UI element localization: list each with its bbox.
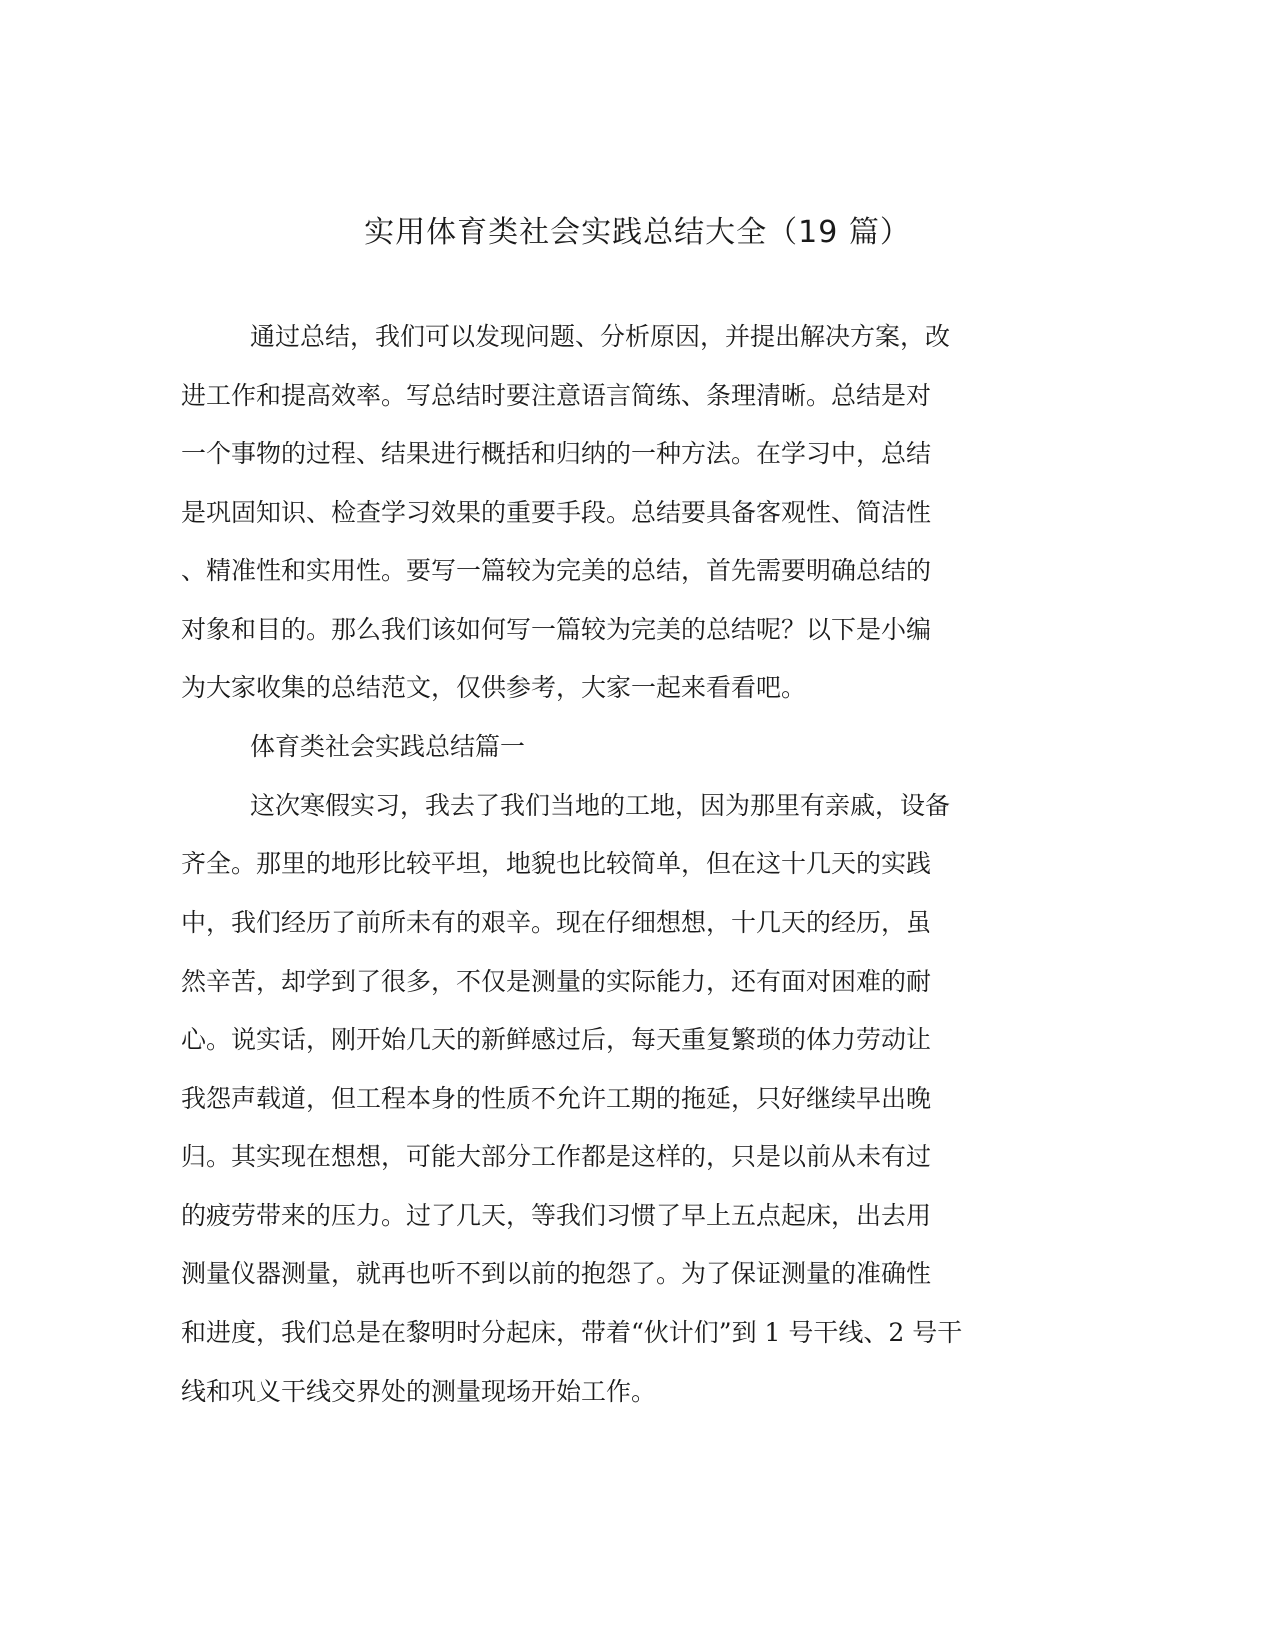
paragraph-line: 齐全。那里的地形比较平坦，地貌也比较简单，但在这十几天的实践 [181,849,932,878]
paragraph-line: 对象和目的。那么我们该如何写一篇较为完美的总结呢？以下是小编 [181,615,932,644]
paragraph-line: 这次寒假实习，我去了我们当地的工地，因为那里有亲戚，设备 [250,791,951,820]
paragraph-line: 进工作和提高效率。写总结时要注意语言简练、条理清晰。总结是对 [181,381,932,410]
paragraph-line: 线和巩义干线交界处的测量现场开始工作。 [181,1377,657,1406]
paragraph-line: 和进度，我们总是在黎明时分起床，带着“伙计们”到 1 号干线、2 号干 [181,1318,963,1347]
paragraph-line: 通过总结，我们可以发现问题、分析原因，并提出解决方案，改 [250,322,951,351]
paragraph-line: 然辛苦，却学到了很多，不仅是测量的实际能力，还有面对困难的耐 [181,967,932,996]
paragraph-line: 一个事物的过程、结果进行概括和归纳的一种方法。在学习中，总结 [181,439,932,468]
section-heading: 体育类社会实践总结篇一 [250,732,526,761]
paragraph-line: 心。说实话，刚开始几天的新鲜感过后，每天重复繁琐的体力劳动让 [181,1025,932,1054]
paragraph-line: 、精准性和实用性。要写一篇较为完美的总结，首先需要明确总结的 [181,556,932,585]
paragraph-line: 我怨声载道，但工程本身的性质不允许工期的拖延，只好继续早出晚 [181,1084,932,1113]
paragraph-line: 是巩固知识、检查学习效果的重要手段。总结要具备客观性、简洁性 [181,498,932,527]
paragraph-line: 归。其实现在想想，可能大部分工作都是这样的，只是以前从未有过 [181,1142,932,1171]
document-title: 实用体育类社会实践总结大全（19 篇） [364,215,911,250]
paragraph-line: 中，我们经历了前所未有的艰辛。现在仔细想想，十几天的经历，虽 [181,908,932,937]
paragraph-line: 为大家收集的总结范文，仅供参考，大家一起来看看吧。 [181,673,807,702]
paragraph-line: 测量仪器测量，就再也听不到以前的抱怨了。为了保证测量的准确性 [181,1259,932,1288]
paragraph-line: 的疲劳带来的压力。过了几天，等我们习惯了早上五点起床，出去用 [181,1201,932,1230]
